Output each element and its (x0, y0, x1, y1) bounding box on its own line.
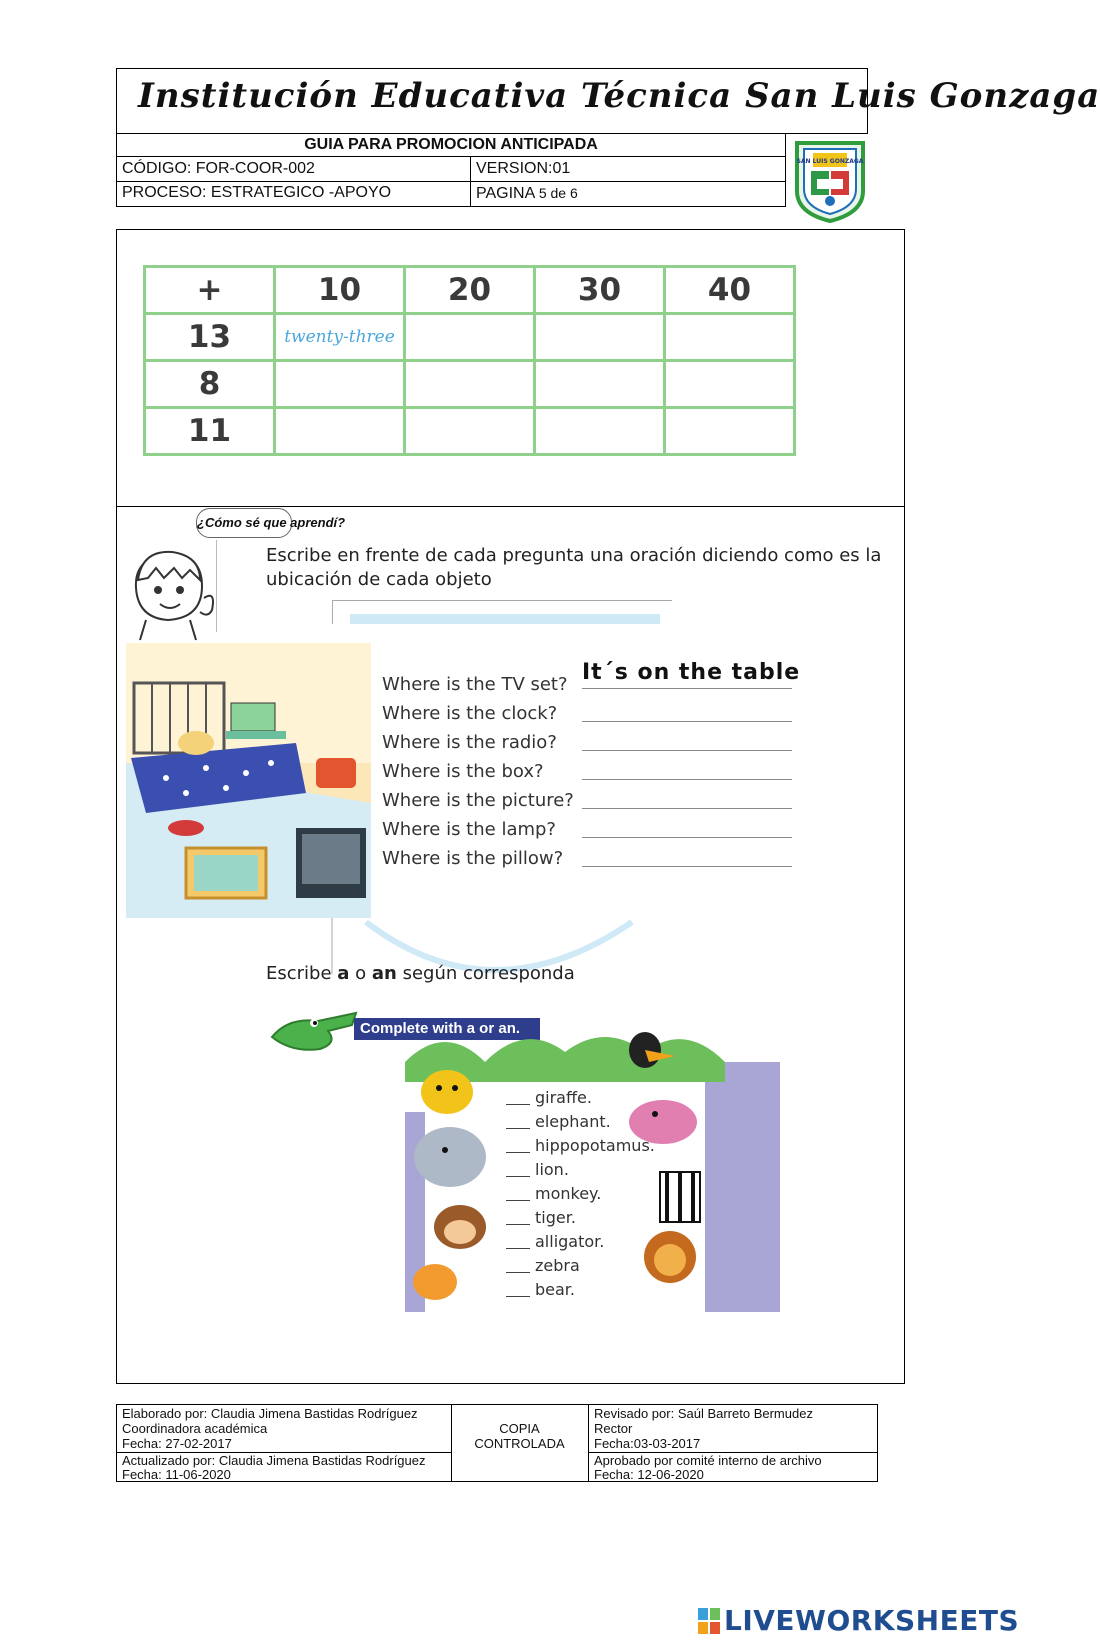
kid-illustration (116, 540, 226, 640)
question-item: Where is the TV set? (382, 674, 568, 695)
answer-cell[interactable] (405, 361, 535, 408)
article-blank[interactable] (506, 1104, 530, 1105)
instruction-text: Escribe (266, 963, 338, 984)
question-item: Where is the radio? (382, 732, 557, 753)
animal-word: alligator. (535, 1232, 605, 1251)
table-row (145, 314, 795, 361)
column-header: 20 (405, 267, 535, 314)
instruction-text: según corresponda (396, 963, 575, 984)
answer-line[interactable] (582, 787, 792, 809)
copia-label: COPIA (499, 1421, 540, 1436)
animal-word: hippopotamus. (535, 1136, 655, 1155)
school-shield-logo (793, 139, 867, 223)
answer-cell[interactable] (665, 408, 795, 455)
question-item: Where is the clock? (382, 703, 558, 724)
pagina-cell (476, 181, 578, 206)
footer-divider (588, 1404, 589, 1482)
guide-title: GUIA PARA PROMOCION ANTICIPADA (116, 133, 786, 157)
liveworksheets-logo-icon (698, 1608, 720, 1634)
proceso-cell: PROCESO: ESTRATEGICO -APOYO (122, 184, 392, 201)
answer-first[interactable]: It´s on the table (582, 660, 801, 685)
answer-cell[interactable] (535, 314, 665, 361)
article-blank[interactable] (506, 1200, 530, 1201)
answer-cell[interactable] (405, 314, 535, 361)
column-header: 40 (665, 267, 795, 314)
speech-bubble: ¿Cómo sé que aprendí? (196, 508, 292, 538)
logo-text: SAN LUIS GONZAGA (796, 158, 864, 165)
institution-title: Institución Educativa Técnica San Luis Gonzaga (138, 76, 1100, 116)
addition-table (143, 265, 796, 456)
answer-cell[interactable] (275, 361, 405, 408)
question-item: Where is the lamp? (382, 819, 556, 840)
row-header: 8 (145, 361, 275, 408)
instruction-location-line1: Escribe en frente de cada pregunta una oración diciendo como es la (266, 545, 882, 566)
article-blank[interactable] (506, 1152, 530, 1153)
divider (216, 540, 217, 632)
question-item: Where is the box? (382, 761, 544, 782)
answer-cell[interactable] (665, 361, 795, 408)
answer-cell[interactable] (665, 314, 795, 361)
complete-banner: Complete with a or an. (354, 1018, 540, 1040)
column-header: 30 (535, 267, 665, 314)
answer-line[interactable] (582, 816, 792, 838)
liveworksheets-brand[interactable]: LIVEWORKSHEETS (724, 1604, 1020, 1637)
article-an: an (371, 963, 397, 984)
animal-word: zebra (535, 1256, 580, 1275)
answer-cell[interactable] (405, 408, 535, 455)
animal-word: monkey. (535, 1184, 602, 1203)
divider (332, 600, 672, 601)
elaborado-por: Elaborado por: Claudia Jimena Bastidas Rodríguez (122, 1406, 418, 1421)
article-blank[interactable] (506, 1128, 530, 1129)
answer-line[interactable] (582, 700, 792, 722)
elaborado-cargo: Coordinadora académica (122, 1421, 268, 1436)
revisado-cargo: Rector (594, 1421, 633, 1436)
instruction-text: o (349, 963, 372, 984)
animal-word: elephant. (535, 1112, 611, 1131)
pagina-value: 5 de 6 (538, 185, 578, 201)
article-blank[interactable] (506, 1176, 530, 1177)
column-header: 10 (275, 267, 405, 314)
aprobado-por: Aprobado por comité interno de archivo (594, 1453, 822, 1468)
article-blank[interactable] (506, 1224, 530, 1225)
animal-word: lion. (535, 1160, 569, 1179)
question-item: Where is the pillow? (382, 848, 564, 869)
answer-cell[interactable] (535, 408, 665, 455)
corner-cell: + (145, 267, 275, 314)
jungle-animals-illustration (405, 1022, 785, 1330)
instruction-location-line2: ubicación de cada objeto (266, 569, 492, 590)
article-a: a (337, 963, 350, 984)
table-row (145, 408, 795, 455)
instruction-articles (266, 962, 575, 986)
article-blank[interactable] (506, 1272, 530, 1273)
answer-cell[interactable] (275, 408, 405, 455)
article-blank[interactable] (506, 1296, 530, 1297)
aprobado-fecha: Fecha: 12-06-2020 (594, 1467, 704, 1482)
table-row (145, 361, 795, 408)
actualizado-fecha: Fecha: 11-06-2020 (122, 1467, 231, 1482)
answer-cell[interactable]: twenty-three (275, 314, 405, 361)
revisado-fecha: Fecha:03-03-2017 (594, 1436, 701, 1451)
decorative-strip (350, 614, 660, 624)
answer-line[interactable] (582, 758, 792, 780)
animal-word: giraffe. (535, 1088, 592, 1107)
bedroom-illustration (126, 643, 371, 918)
answer-line[interactable] (582, 729, 792, 751)
alligator-icon (268, 1003, 360, 1055)
answer-line[interactable] (582, 845, 792, 867)
actualizado-por: Actualizado por: Claudia Jimena Bastidas Rodríguez (122, 1453, 426, 1468)
answer-line[interactable] (582, 688, 792, 689)
animal-word: tiger. (535, 1208, 576, 1227)
animal-word: bear. (535, 1280, 575, 1299)
article-blank[interactable] (506, 1248, 530, 1249)
codigo-cell: CÓDIGO: FOR-COOR-002 (122, 160, 315, 177)
question-item: Where is the picture? (382, 790, 574, 811)
table-header-row (145, 267, 795, 314)
divider (332, 600, 333, 624)
answer-cell[interactable] (535, 361, 665, 408)
header-divider (470, 157, 471, 207)
revisado-por: Revisado por: Saúl Barreto Bermudez (594, 1406, 813, 1421)
version-cell: VERSION:01 (476, 160, 571, 177)
pagina-label: PAGINA (476, 185, 535, 202)
elaborado-fecha: Fecha: 27-02-2017 (122, 1436, 232, 1451)
row-header: 13 (145, 314, 275, 361)
row-header: 11 (145, 408, 275, 455)
controlada-label: CONTROLADA (474, 1436, 565, 1451)
